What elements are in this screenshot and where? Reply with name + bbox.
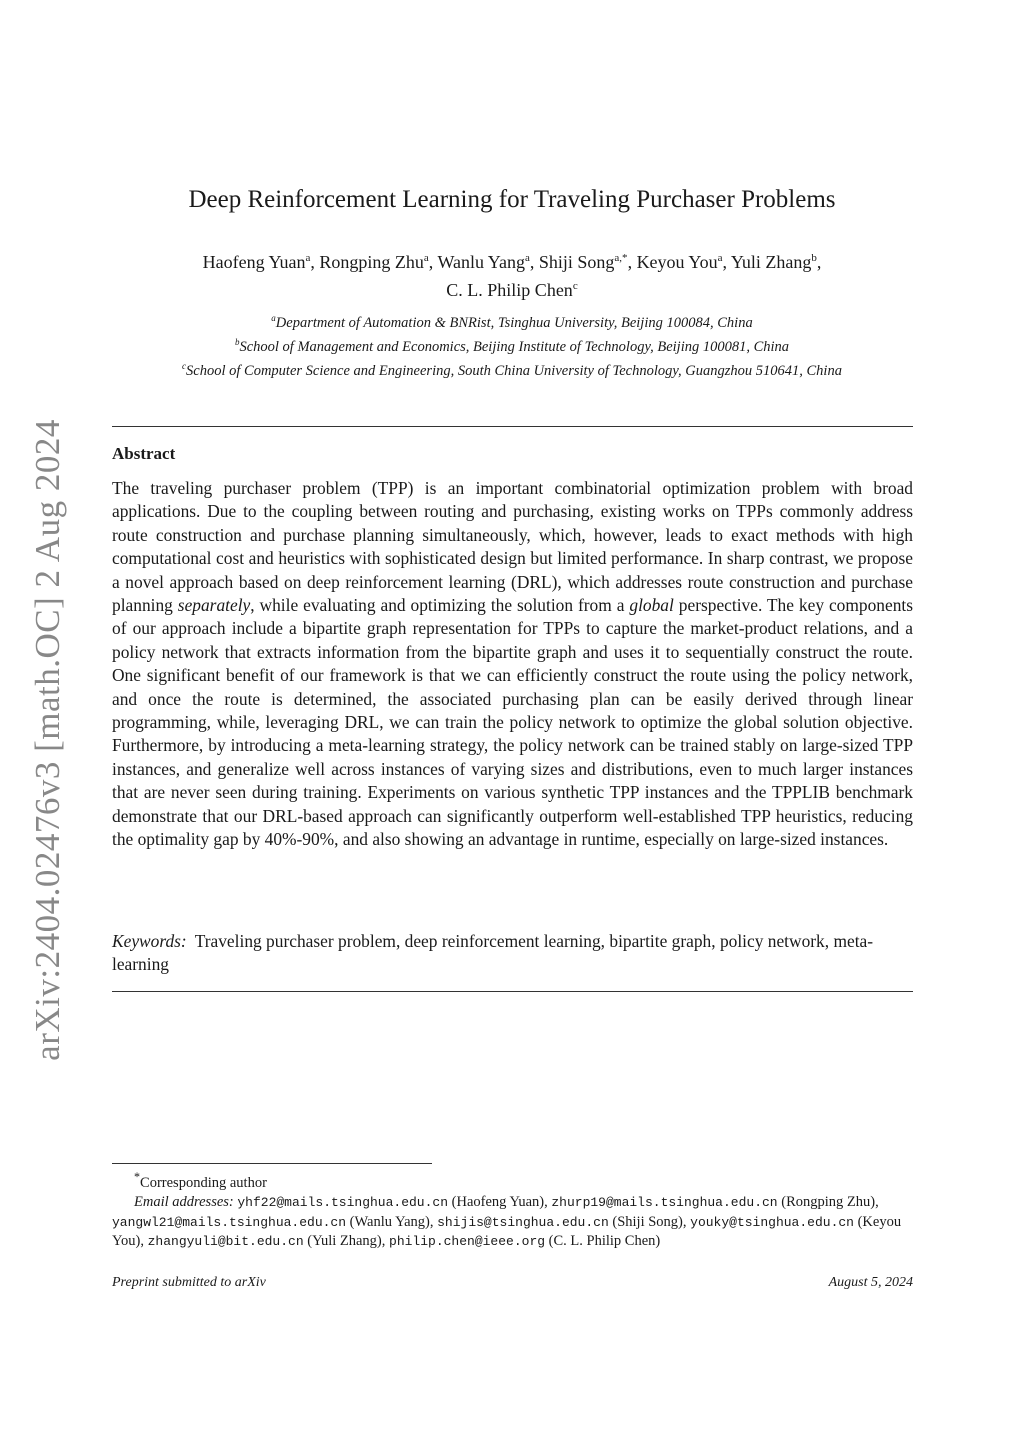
page-footer [112,1275,913,1291]
abstract-bottom-rule [112,991,913,992]
email-entry: zhurp19@mails.tsinghua.edu.cn (Rongping Zhu), [551,1194,879,1211]
email-link[interactable]: shijis@tsinghua.edu.cn [437,1214,609,1230]
abstract-body: The traveling purchaser problem (TPP) is an important combinatorial optimization problem with broad applications. Due to the coupling between routing and purchasing, existing works on TPPs commonly address route construction and purchase planning simultaneously, which, however, leads to exact methods with high computational cost and heuristics with sophisticated design but limited performance. In sharp contrast, we propose a novel approach based on deep reinforcement learning (DRL), which addresses route construction and purchase planning separately, while evaluating and optimizing the solution from a global perspective. The key components of our approach include a bipartite graph representation for TPPs to capture the market-product relations, and a policy network that extracts information from the bipartite graph and uses it to sequentially construct the route. One significant benefit of our framework is that we can efficiently construct the route using the policy network, and once the route is determined, the associated purchasing plan can be easily derived through linear programming, while, leveraging DRL, we can train the policy network to optimize the global solution objective. Furthermore, by introducing a meta-learning strategy, the policy network can be trained stably on large-sized TPP instances, and generalize well across instances of varying sizes and distributions, even to much larger instances that are never seen during training. Experiments on various synthetic TPP instances and the TPPLIB benchmark demonstrate that our DRL-based approach can significantly outperform well-established TPP heuristics, reducing the optimality gap by 40%-90%, and also showing an advantage in runtime, especially on large-sized instances. [112,478,913,850]
email-entry: philip.chen@ieee.org (C. L. Philip Chen) [389,1233,661,1250]
email-entry: zhangyuli@bit.edu.cn (Yuli Zhang), [147,1233,390,1250]
email-entry: yhf22@mails.tsinghua.edu.cn (Haofeng Yuan), [237,1194,552,1211]
email-entry: youky@tsinghua.edu.cn (Keyou You), [112,1213,902,1250]
author: Haofeng Yuan$^a$ [202,252,311,272]
footer-date: August 5, 2024 [828,1275,913,1290]
author: Rongping Zhu$^a$ [319,252,429,272]
arxiv-identifier-stamp: arXiv:2404.02476v3 [math.OC] 2 Aug 2024 [28,419,67,1061]
email-entry: shijis@tsinghua.edu.cn (Shiji Song), [437,1213,691,1230]
author: Yuli Zhang$^b$ [730,252,817,272]
email-link[interactable]: zhangyuli@bit.edu.cn [147,1234,304,1250]
email-entry: yangwl21@mails.tsinghua.edu.cn (Wanlu Yang), [112,1213,438,1230]
author-list: Haofeng Yuan$^a$, Rongping Zhu$^a$, Wanlu Yang$^a$, Shiji Song$^{a,*}$, Keyou You$^a$, Yuli Zhang$^b$, C. L. Philip Chen$^c$ [202,252,822,300]
affiliation: $^a$Department of Automation & BNRist, Tsinghua University, Beijing 100084, China [271,313,753,331]
corresponding-author-note: *Corresponding author [134,1170,267,1191]
author: Shiji Song$^{a,*}$ [538,252,628,272]
email-link[interactable]: yhf22@mails.tsinghua.edu.cn [237,1195,449,1211]
footnote-rule [112,1163,432,1164]
email-link[interactable]: zhurp19@mails.tsinghua.edu.cn [551,1195,778,1211]
paper-title: Deep Reinforcement Learning for Traveling Purchaser Problems [188,186,836,213]
footnotes [112,1168,913,1252]
email-addresses: Email addresses: [134,1194,234,1211]
footer-submission-note: Preprint submitted to arXiv [112,1275,266,1290]
keywords-label: Keywords: [112,931,187,951]
abstract-top-rule [112,426,913,427]
affiliation: $^b$School of Management and Economics, Beijing Institute of Technology, Beijing 100081, China [234,336,790,355]
email-link[interactable]: youky@tsinghua.edu.cn [690,1214,854,1230]
abstract-heading: Abstract [112,444,176,463]
affiliation: $^c$School of Computer Science and Engineering, South China University of Technology, Guangzhou 510641, China [182,360,842,379]
author: Keyou You$^a$ [636,252,723,272]
email-link[interactable]: philip.chen@ieee.org [389,1234,546,1250]
email-link[interactable]: yangwl21@mails.tsinghua.edu.cn [112,1214,347,1230]
affiliation-list [112,309,912,380]
keywords-text: Traveling purchaser problem, deep reinforcement learning, bipartite graph, policy network, meta-learning [112,931,874,975]
author: C. L. Philip Chen$^c$ [446,280,578,300]
author: Wanlu Yang$^a$ [437,252,530,272]
keywords [112,930,913,977]
